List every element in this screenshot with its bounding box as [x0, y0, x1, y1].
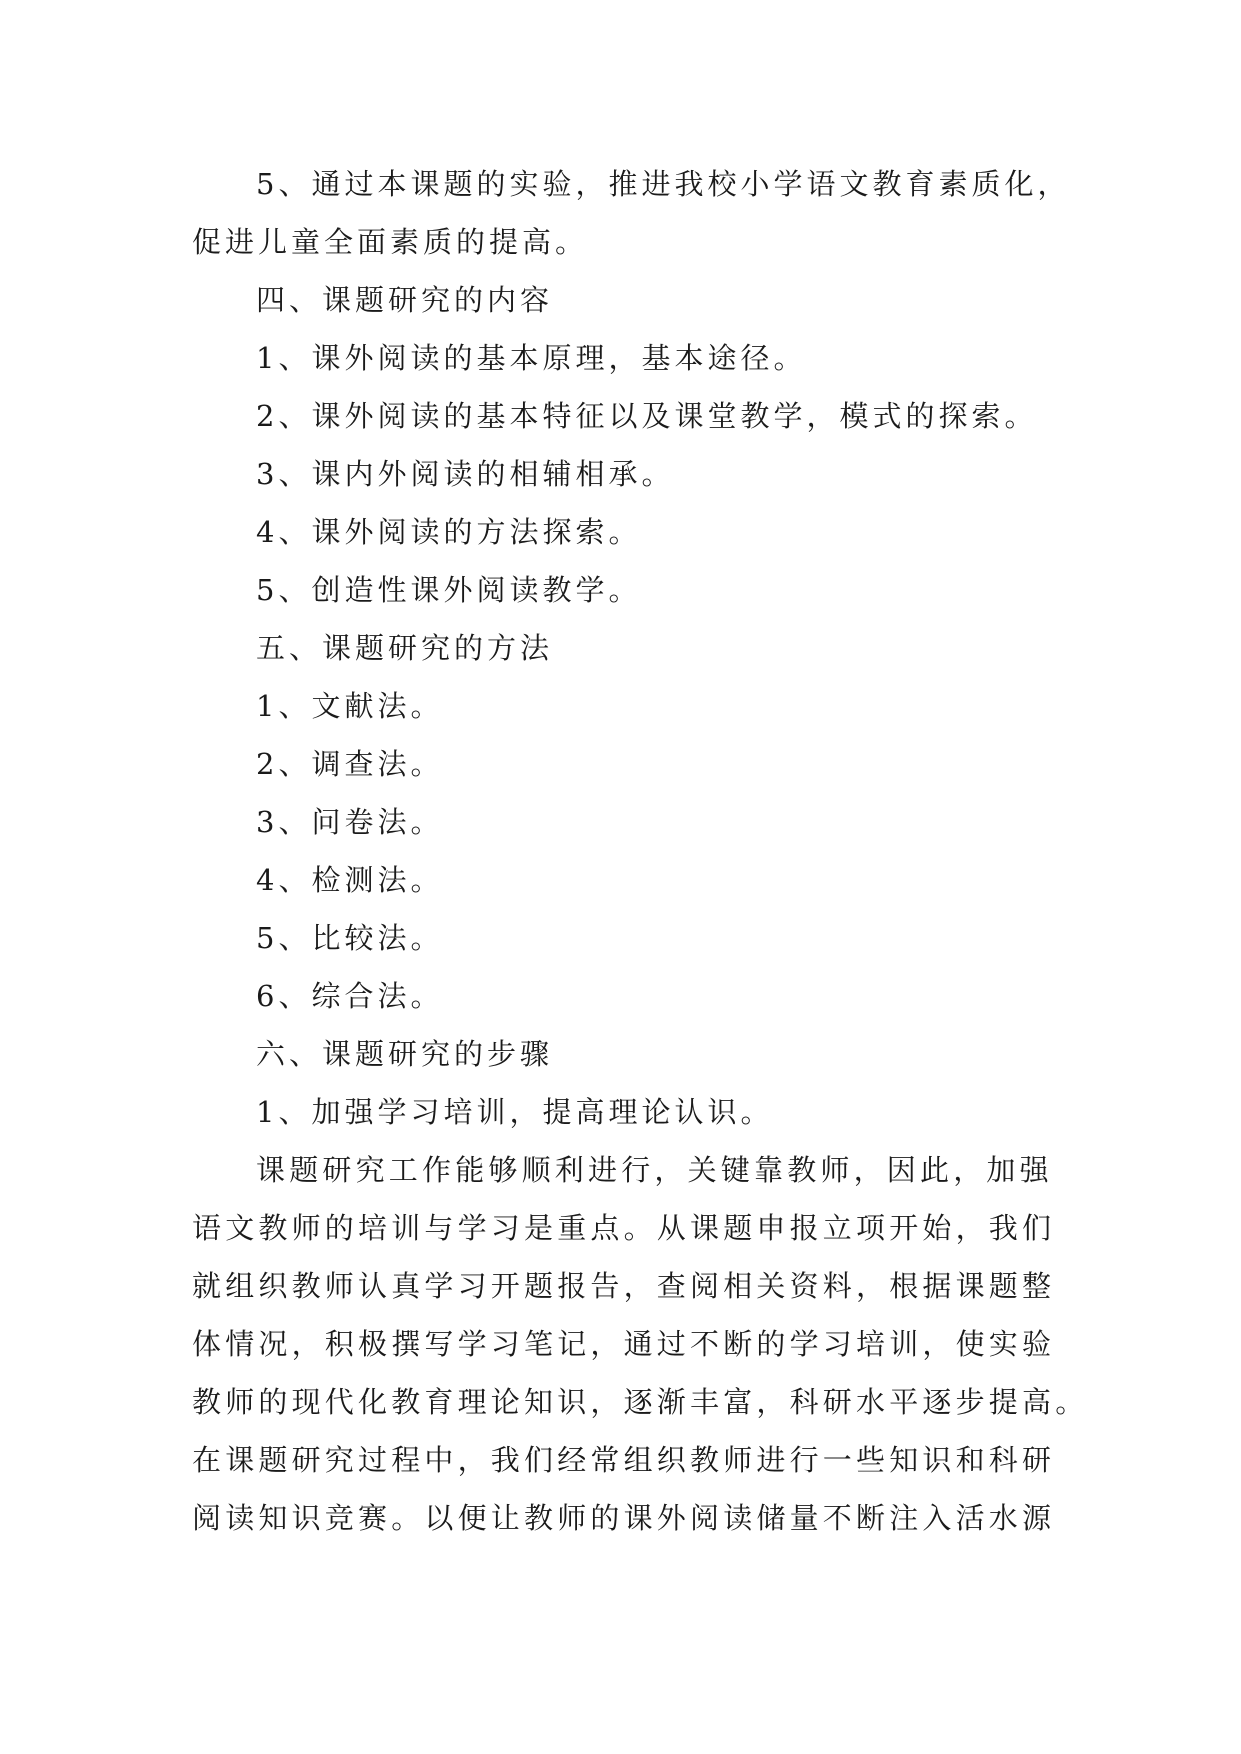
intro-line-1: 5、通过本课题的实验，推进我校小学语文教育素质化，: [256, 167, 1071, 201]
paragraph-line-7: 阅读知识竞赛。以便让教师的课外阅读储量不断注入活水源: [192, 1501, 1056, 1535]
method-item-4: 4、检测法。: [256, 863, 444, 897]
content-item-4: 4、课外阅读的方法探索。: [256, 515, 642, 549]
section-heading-steps: 六、课题研究的步骤: [256, 1037, 554, 1071]
method-item-3: 3、问卷法。: [256, 805, 444, 839]
paragraph-line-5: 教师的现代化教育理论知识，逐渐丰富，科研水平逐步提高。: [192, 1385, 1089, 1419]
method-item-2: 2、调查法。: [256, 747, 444, 781]
method-item-5: 5、比较法。: [256, 921, 444, 955]
content-item-3: 3、课内外阅读的相辅相承。: [256, 457, 675, 491]
content-item-2: 2、课外阅读的基本特征以及课堂教学，模式的探索。: [256, 399, 1038, 433]
step-item-1: 1、加强学习培训，提高理论认识。: [256, 1095, 774, 1129]
document-body: [192, 155, 1089, 1547]
method-item-6: 6、综合法。: [256, 979, 444, 1013]
intro-line-2: 促进儿童全面素质的提高。: [192, 225, 589, 259]
paragraph-line-4: 体情况，积极撰写学习笔记，通过不断的学习培训，使实验: [192, 1327, 1056, 1361]
content-item-1: 1、课外阅读的基本原理，基本途径。: [256, 341, 807, 375]
paragraph-line-3: 就组织教师认真学习开题报告，查阅相关资料，根据课题整: [192, 1269, 1056, 1303]
section-heading-content: 四、课题研究的内容: [256, 283, 554, 317]
method-item-1: 1、文献法。: [256, 689, 444, 723]
section-heading-methods: 五、课题研究的方法: [256, 631, 554, 665]
content-item-5: 5、创造性课外阅读教学。: [256, 573, 642, 607]
paragraph-line-6: 在课题研究过程中，我们经常组织教师进行一些知识和科研: [192, 1443, 1056, 1477]
paragraph-line-2: 语文教师的培训与学习是重点。从课题申报立项开始，我们: [192, 1211, 1056, 1245]
paragraph-line-1: 课题研究工作能够顺利进行，关键靠教师，因此，加强: [256, 1153, 1053, 1187]
